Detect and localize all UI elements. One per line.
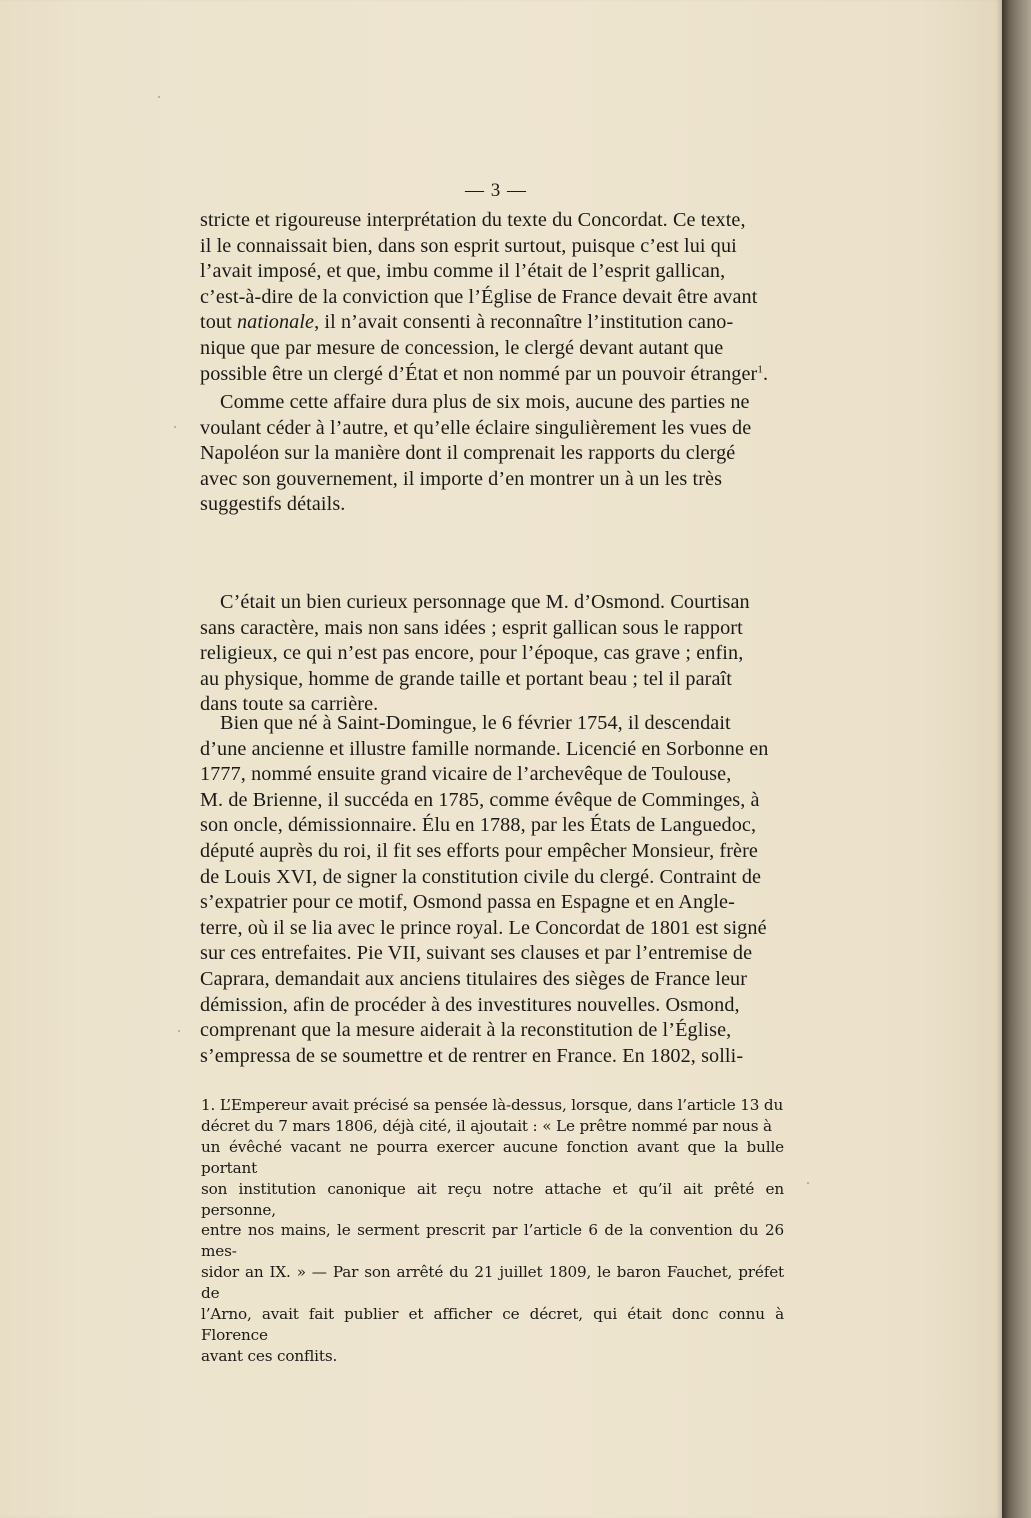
line: 1777, nommé ensuite grand vicaire de l’archevêque de Toulouse, bbox=[200, 763, 732, 786]
paper-speck bbox=[807, 1182, 809, 1184]
footnote-line: 1. L’Empereur avait précisé sa pensée là-dessus, lorsque, dans l’article 13 du bbox=[201, 1096, 784, 1114]
footnote-marker: 1 bbox=[757, 362, 763, 375]
footnote bbox=[201, 1095, 784, 1367]
binding-edge bbox=[1002, 0, 1031, 1518]
line: député auprès du roi, il fit ses efforts pour empêcher Monsieur, frère bbox=[200, 839, 758, 862]
footnote-line: avant ces conflits. bbox=[201, 1346, 338, 1365]
line: sur ces entrefaites. Pie VII, suivant ses clauses et par l’entremise de bbox=[200, 942, 753, 965]
paper-speck bbox=[158, 96, 160, 98]
line: sans caractère, mais non sans idées ; esprit gallican sous le rapport bbox=[200, 616, 743, 639]
line: s’empressa de se soumettre et de rentrer en France. En 1802, solli- bbox=[200, 1044, 744, 1067]
paragraph-4-text bbox=[200, 711, 784, 1069]
paper-speck bbox=[174, 426, 176, 428]
paragraph-1-text bbox=[200, 208, 784, 387]
line: possible être un clergé d’État et non nommé par un pouvoir étranger bbox=[200, 362, 758, 385]
line: démission, afin de procéder à des investitures nouvelles. Osmond, bbox=[200, 993, 740, 1016]
line: Bien que né à Saint-Domingue, le 6 février 1754, il descendait bbox=[220, 712, 731, 734]
footnote-line: un évêché vacant ne pourra exercer aucune fonction avant que la bulle portant bbox=[201, 1137, 784, 1177]
line-prefix: tout bbox=[200, 311, 237, 334]
paragraph-1 bbox=[200, 208, 784, 387]
line: au physique, homme de grande taille et portant beau ; tel il paraît bbox=[200, 667, 732, 690]
page-number: — 3 — bbox=[465, 180, 527, 201]
line: avec son gouvernement, il importe d’en montrer un à un les très bbox=[200, 467, 723, 490]
footnote-text bbox=[201, 1095, 784, 1367]
line: suggestifs détails. bbox=[200, 493, 346, 516]
line: M. de Brienne, il succéda en 1785, comme évêque de Comminges, à bbox=[200, 788, 760, 811]
line: d’une ancienne et illustre famille normande. Licencié en Sorbonne en bbox=[200, 737, 769, 760]
line: nique que par mesure de concession, le clergé devant autant que bbox=[200, 336, 724, 359]
line: l’avait imposé, et que, imbu comme il l’était de l’esprit gallican, bbox=[200, 260, 726, 283]
line-end: . bbox=[763, 362, 769, 385]
line: Caprara, demandait aux anciens titulaires des sièges de France leur bbox=[200, 967, 748, 990]
footnote-line: son institution canonique ait reçu notre attache et qu’il ait prêté en personne, bbox=[201, 1179, 784, 1219]
paper-speck bbox=[178, 1030, 180, 1032]
paragraph-2 bbox=[200, 390, 784, 518]
paragraph-2-text bbox=[200, 390, 784, 518]
paragraph-3-text bbox=[200, 590, 784, 718]
line: comprenant que la mesure aiderait à la reconstitution de l’Église, bbox=[200, 1019, 732, 1042]
line: son oncle, démissionnaire. Élu en 1788, par les États de Languedoc, bbox=[200, 814, 757, 837]
line: religieux, ce qui n’est pas encore, pour l’époque, cas grave ; enfin, bbox=[200, 642, 744, 665]
line: s’expatrier pour ce motif, Osmond passa en Espagne et en Angle- bbox=[200, 891, 735, 914]
line-suffix: , il n’avait consenti à reconnaître l’institution cano- bbox=[314, 311, 734, 334]
line: Napoléon sur la manière dont il comprenait les rapports du clergé bbox=[200, 442, 736, 465]
line: stricte et rigoureuse interprétation du texte du Concordat. Ce texte, bbox=[200, 209, 746, 231]
footnote-line: décret du 7 mars 1806, déjà cité, il ajoutait : « Le prêtre nommé par nous à bbox=[201, 1116, 772, 1135]
line: il le connaissait bien, dans son esprit surtout, puisque c’est lui qui bbox=[200, 234, 737, 257]
line: C’était un bien curieux personnage que M. d’Osmond. Courtisan bbox=[220, 591, 750, 613]
line: terre, où il se lia avec le prince royal. Le Concordat de 1801 est signé bbox=[200, 916, 767, 939]
footnote-line: entre nos mains, le serment prescrit par l’article 6 de la convention du 26 mes- bbox=[201, 1221, 784, 1261]
footnote-line: sidor an IX. » — Par son arrêté du 21 juillet 1809, le baron Fauchet, préfet de bbox=[201, 1263, 784, 1303]
line: c’est-à-dire de la conviction que l’Église de France devait être avant bbox=[200, 285, 758, 308]
paragraph-4 bbox=[200, 711, 784, 1069]
line: voulant céder à l’autre, et qu’elle éclaire singulièrement les vues de bbox=[200, 416, 752, 439]
footnote-line: l’Arno, avait fait publier et afficher ce décret, qui était donc connu à Florence bbox=[201, 1305, 784, 1344]
line: Comme cette affaire dura plus de six mois, aucune des parties ne bbox=[220, 391, 750, 413]
line: de Louis XVI, de signer la constitution civile du clergé. Contraint de bbox=[200, 865, 762, 888]
paragraph-3 bbox=[200, 590, 784, 718]
line: dans toute sa carrière. bbox=[200, 693, 379, 716]
emphasis-nationale: nationale bbox=[236, 311, 315, 334]
